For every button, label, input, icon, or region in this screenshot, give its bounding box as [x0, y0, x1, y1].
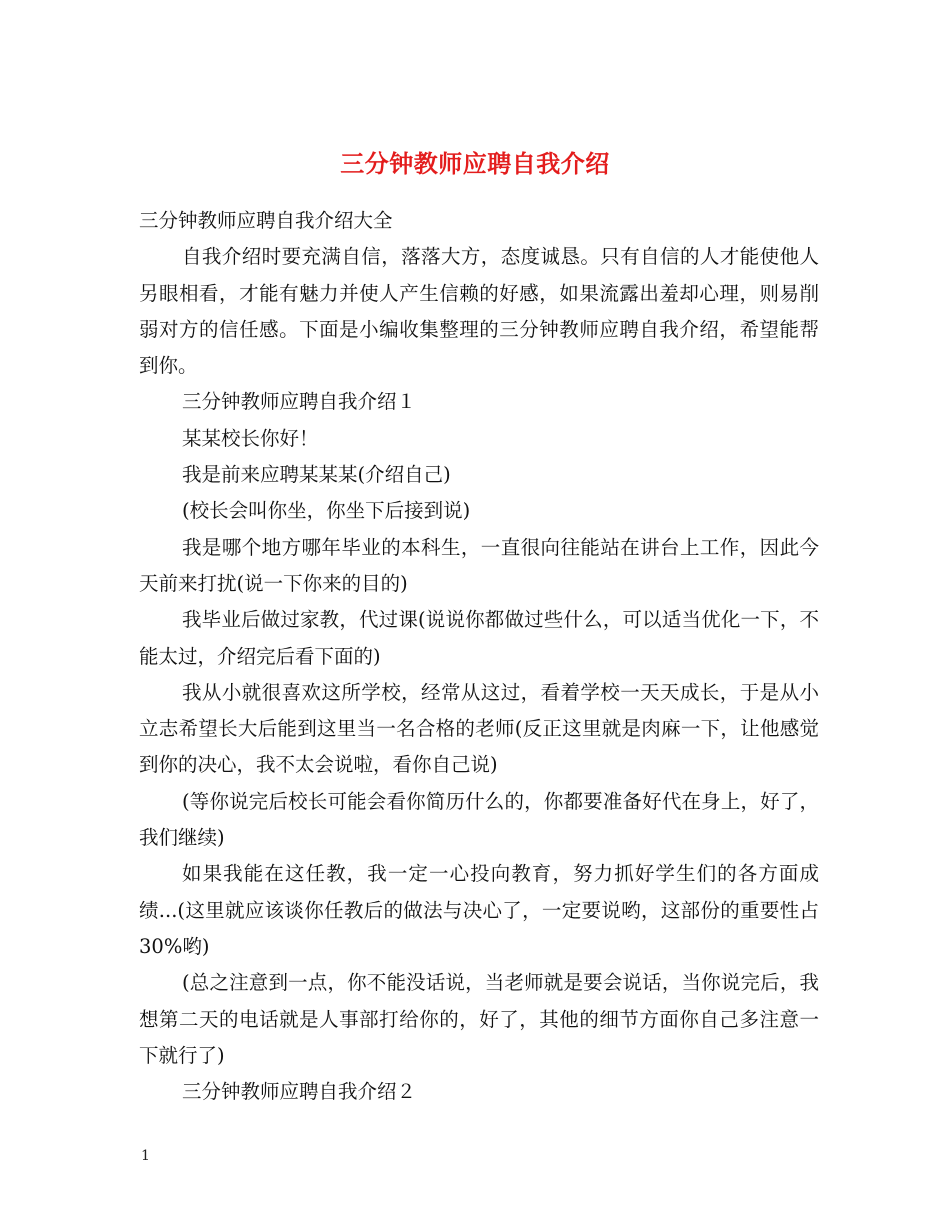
paragraph: 如果我能在这任教，我一定一心投向教育，努力抓好学生们的各方面成绩...(这里就应该谈你任教后的做法与决心了，一定要说哟，这部份的重要性占30%哟)	[139, 862, 819, 958]
paragraph: 我是哪个地方哪年毕业的本科生，一直很向往能站在讲台上工作，因此今天前来打扰(说一下你来的目的)	[139, 535, 819, 595]
document-title: 三分钟教师应聘自我介绍	[340, 149, 610, 179]
paragraph: 自我介绍时要充满自信，落落大方，态度诚恳。只有自信的人才能使他人另眼相看，才能有魅力并使人产生信赖的好感，如果流露出羞却心理，则易削弱对方的信任感。下面是小编收集整理的三分钟教师应聘自我介绍，希望能帮到你。	[139, 245, 819, 378]
paragraph: 我从小就很喜欢这所学校，经常从这过，看着学校一天天成长，于是从小立志希望长大后能到这里当一名合格的老师(反正这里就是肉麻一下，让他感觉到你的决心，我不太会说啦，看你自己说)	[139, 680, 819, 777]
page-number: 1	[141, 1148, 150, 1164]
paragraph: 我毕业后做过家教，代过课(说说你都做过些什么，可以适当优化一下，不能太过，介绍完后看下面的)	[139, 608, 819, 668]
paragraph: (等你说完后校长可能会看你简历什么的，你都要准备好代在身上，好了，我们继续)	[139, 789, 819, 850]
paragraph: (总之注意到一点，你不能没话说，当老师就是要会说话，当你说完后，我想第二天的电话就是人事部打给你的，好了，其他的细节方面你自己多注意一下就行了)	[139, 971, 819, 1067]
paragraph: 我是前来应聘某某某(介绍自己)	[182, 463, 451, 487]
document-body	[139, 203, 819, 1110]
section-heading: 三分钟教师应聘自我介绍１	[182, 390, 417, 414]
paragraph: (校长会叫你坐，你坐下后接到说)	[182, 499, 471, 523]
section-heading: 三分钟教师应聘自我介绍２	[182, 1080, 417, 1104]
paragraph: 三分钟教师应聘自我介绍大全	[139, 209, 393, 232]
paragraph: 某某校长你好！	[182, 426, 319, 450]
